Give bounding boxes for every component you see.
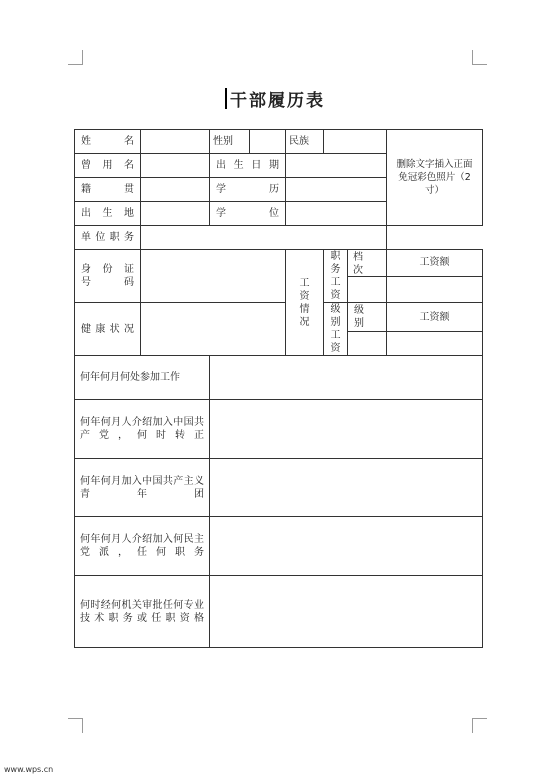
label-health: 健康状况 — [75, 303, 141, 356]
label-salary-situation — [286, 250, 324, 356]
field-gender[interactable] — [250, 130, 286, 154]
label-q-professional-title: 何时经何机关审批任何专业技术职务或任职资格 — [75, 576, 210, 648]
label-id-number — [75, 250, 141, 303]
field-degree[interactable] — [286, 202, 387, 226]
field-ethnicity[interactable] — [324, 130, 387, 154]
title-area — [0, 86, 550, 111]
field-q-join-democratic-party[interactable] — [210, 517, 483, 576]
field-salary-amount-1[interactable] — [387, 276, 483, 303]
label-salary-amount-1: 工资额 — [387, 250, 483, 277]
label-id-number-line2: 号 码 — [81, 277, 134, 288]
label-level: 级 别 — [348, 303, 387, 332]
label-position-salary — [324, 250, 348, 303]
field-q-professional-title[interactable] — [210, 576, 483, 648]
field-native-place[interactable] — [141, 178, 210, 202]
label-name: 姓 名 — [75, 130, 141, 154]
field-education[interactable] — [286, 178, 387, 202]
label-salary-situation-text: 工资情况 — [299, 277, 310, 328]
label-native-place: 籍 贯 — [75, 178, 141, 202]
cell-grade-header — [348, 250, 387, 277]
label-grade: 档 次 — [353, 252, 373, 276]
field-q-join-party[interactable] — [210, 400, 483, 459]
label-position-salary-line2: 工 资 — [330, 277, 341, 301]
crop-mark-top-left — [68, 50, 83, 65]
label-id-number-line1: 身 份 证 — [81, 264, 134, 275]
label-degree: 学 位 — [210, 202, 286, 226]
crop-mark-bottom-left — [68, 718, 83, 733]
page-title[interactable]: 干部履历表 — [230, 91, 325, 111]
field-birth-date[interactable] — [286, 154, 387, 178]
field-q-join-work[interactable] — [210, 356, 483, 400]
footer-watermark: www.wps.cn — [4, 765, 54, 774]
label-q-join-party: 何年何月人介绍加入中国共产党，何时转正 — [75, 400, 210, 459]
label-rank-salary-line2: 工 资 — [330, 330, 341, 354]
label-birth-place: 出 生 地 — [75, 202, 141, 226]
field-salary-amount-2[interactable] — [387, 332, 483, 356]
field-q-join-league[interactable] — [210, 459, 483, 517]
photo-placeholder[interactable]: 删除文字插入正面免冠彩色照片（2寸） — [387, 130, 483, 226]
field-unit-position[interactable] — [141, 226, 387, 250]
label-ethnicity: 民族 — [286, 130, 324, 154]
label-education: 学 历 — [210, 178, 286, 202]
field-level[interactable] — [348, 332, 387, 356]
field-grade[interactable] — [348, 276, 387, 303]
label-position-salary-line1: 职 务 — [330, 251, 341, 275]
label-q-join-work: 何年何月何处参加工作 — [75, 356, 210, 400]
field-id-number[interactable] — [141, 250, 286, 303]
label-q-join-democratic-party: 何年何月人介绍加入何民主党派，任何职务 — [75, 517, 210, 576]
field-former-name[interactable] — [141, 154, 210, 178]
label-unit-position: 单位职务 — [75, 226, 141, 250]
label-birth-date: 出 生 日 期 — [210, 154, 286, 178]
field-birth-place[interactable] — [141, 202, 210, 226]
crop-mark-top-right — [472, 50, 487, 65]
field-health[interactable] — [141, 303, 286, 356]
label-rank-salary — [324, 303, 348, 356]
crop-mark-bottom-right — [472, 718, 487, 733]
label-former-name: 曾 用 名 — [75, 154, 141, 178]
label-gender: 性别 — [210, 130, 250, 154]
text-cursor — [225, 88, 227, 109]
label-q-join-league: 何年何月加入中国共产主义青年团 — [75, 459, 210, 517]
label-rank-salary-line1: 级 别 — [330, 304, 341, 328]
label-salary-amount-2: 工资额 — [387, 303, 483, 332]
resume-form-table — [74, 129, 483, 648]
field-name[interactable] — [141, 130, 210, 154]
